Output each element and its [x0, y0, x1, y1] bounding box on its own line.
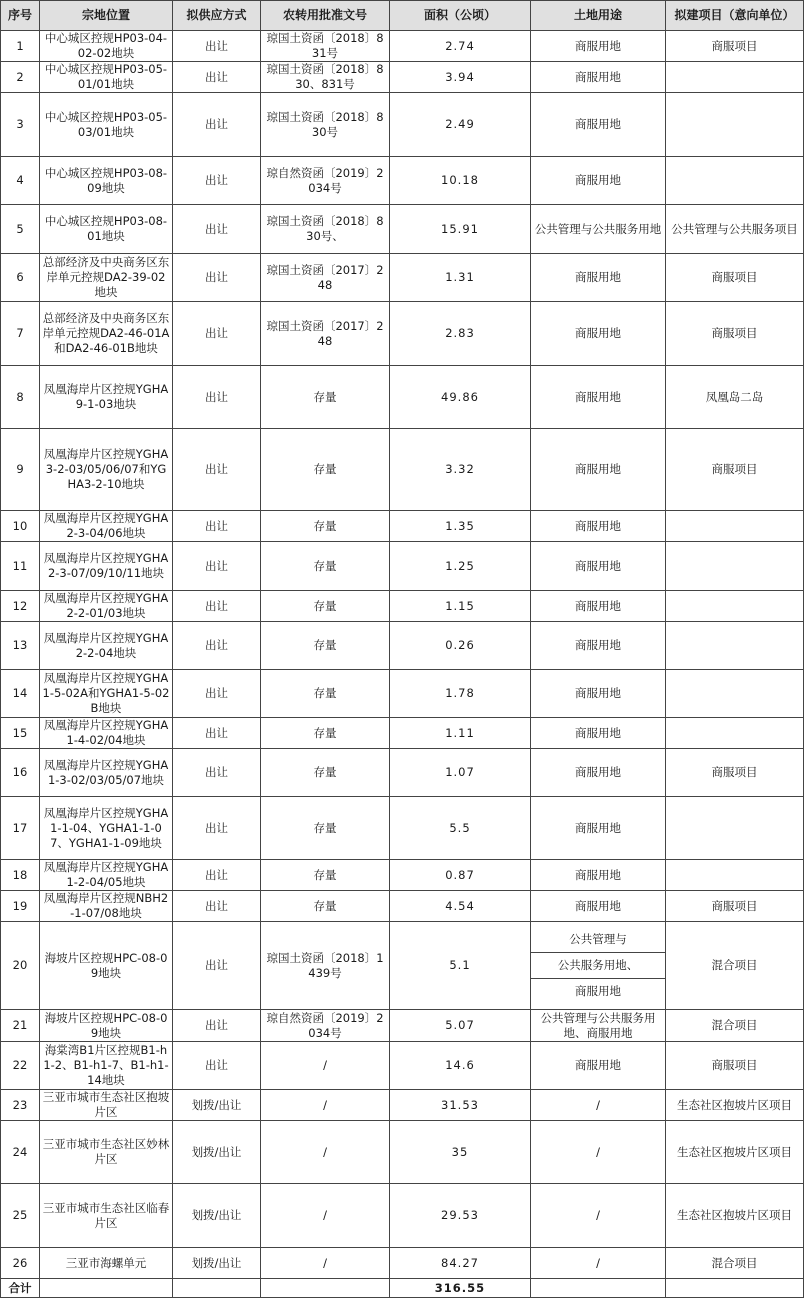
cell-location: 总部经济及中央商务区东岸单元控规DA2-39-02地块: [40, 254, 173, 302]
total-row: [1, 1279, 804, 1298]
cell-approval: 琼自然资函〔2019〕2034号: [261, 157, 390, 205]
table-row: [1, 254, 804, 302]
cell-area: 1.78: [390, 670, 531, 718]
cell-no: 9: [1, 429, 40, 511]
cell-no: 25: [1, 1184, 40, 1248]
cell-use: 公共管理与公共服务用地、商服用地: [531, 1010, 666, 1042]
cell-project: 公共管理与公共服务项目: [666, 205, 804, 254]
table-row: [1, 1010, 804, 1042]
cell-supply: 出让: [173, 366, 261, 429]
cell-project: 凤凰岛二岛: [666, 366, 804, 429]
cell-use: [531, 922, 666, 1010]
header-row: [1, 1, 804, 31]
cell-supply: 出让: [173, 749, 261, 797]
cell-use: /: [531, 1248, 666, 1279]
cell-area: 5.07: [390, 1010, 531, 1042]
cell-project: [666, 542, 804, 591]
table-body: [1, 31, 804, 1279]
cell-location: 凤凰海岸片区控规NBH2-1-07/08地块: [40, 891, 173, 922]
table-row: [1, 891, 804, 922]
cell-supply: 出让: [173, 860, 261, 891]
table-row: [1, 797, 804, 860]
cell-approval: 琼自然资函〔2019〕2034号: [261, 1010, 390, 1042]
cell-no: 18: [1, 860, 40, 891]
table-row: [1, 429, 804, 511]
table-row: [1, 749, 804, 797]
cell-approval: 存量: [261, 797, 390, 860]
cell-project: 混合项目: [666, 1248, 804, 1279]
cell-project: 商服项目: [666, 31, 804, 62]
cell-use: /: [531, 1090, 666, 1121]
table-row: [1, 366, 804, 429]
table-row: [1, 157, 804, 205]
table-row: [1, 1042, 804, 1090]
cell-supply: 出让: [173, 591, 261, 622]
cell-approval: 存量: [261, 891, 390, 922]
cell-area: 15.91: [390, 205, 531, 254]
table-row: [1, 205, 804, 254]
cell-approval: 存量: [261, 749, 390, 797]
table-row: [1, 542, 804, 591]
cell-area: 3.94: [390, 62, 531, 93]
cell-approval: 存量: [261, 591, 390, 622]
total-empty-cell: [40, 1279, 173, 1298]
cell-project: [666, 157, 804, 205]
cell-use: 商服用地: [531, 429, 666, 511]
cell-use: 商服用地: [531, 31, 666, 62]
cell-no: 4: [1, 157, 40, 205]
cell-area: 1.11: [390, 718, 531, 749]
cell-approval: 存量: [261, 860, 390, 891]
total-empty-cell: [173, 1279, 261, 1298]
cell-supply: 出让: [173, 797, 261, 860]
cell-use: 商服用地: [531, 797, 666, 860]
table-row: [1, 31, 804, 62]
cell-no: 15: [1, 718, 40, 749]
cell-no: 14: [1, 670, 40, 718]
cell-use: 商服用地: [531, 157, 666, 205]
cell-project: [666, 670, 804, 718]
header-supply: 拟供应方式: [173, 1, 261, 31]
cell-no: 21: [1, 1010, 40, 1042]
cell-project: 生态社区抱坡片区项目: [666, 1184, 804, 1248]
cell-project: 混合项目: [666, 1010, 804, 1042]
cell-area: 1.35: [390, 511, 531, 542]
header-no: 序号: [1, 1, 40, 31]
cell-no: 13: [1, 622, 40, 670]
cell-no: 10: [1, 511, 40, 542]
cell-approval: 存量: [261, 670, 390, 718]
cell-use: 商服用地: [531, 366, 666, 429]
table-row: [1, 670, 804, 718]
cell-supply: 出让: [173, 205, 261, 254]
cell-use: 商服用地: [531, 591, 666, 622]
cell-location: 中心城区控规HP03-05-03/01地块: [40, 93, 173, 157]
cell-project: 商服项目: [666, 749, 804, 797]
header-project: 拟建项目（意向单位）: [666, 1, 804, 31]
cell-area: 29.53: [390, 1184, 531, 1248]
cell-location: 凤凰海岸片区控规YGHA2-3-04/06地块: [40, 511, 173, 542]
cell-supply: 出让: [173, 891, 261, 922]
cell-area: 0.87: [390, 860, 531, 891]
header-approval: 农转用批准文号: [261, 1, 390, 31]
cell-supply: 出让: [173, 542, 261, 591]
cell-area: 31.53: [390, 1090, 531, 1121]
cell-area: 1.07: [390, 749, 531, 797]
cell-location: 凤凰海岸片区控规YGHA3-2-03/05/06/07和YGHA3-2-10地块: [40, 429, 173, 511]
cell-location: 海坡片区控规HPC-08-09地块: [40, 922, 173, 1010]
cell-area: 1.15: [390, 591, 531, 622]
cell-supply: 出让: [173, 922, 261, 1010]
cell-use: 公共管理与公共服务用地: [531, 205, 666, 254]
cell-area: 0.26: [390, 622, 531, 670]
cell-location: 三亚市城市生态社区临春片区: [40, 1184, 173, 1248]
cell-supply: 出让: [173, 62, 261, 93]
cell-supply: 出让: [173, 622, 261, 670]
cell-area: 5.5: [390, 797, 531, 860]
total-empty-cell: [261, 1279, 390, 1298]
total-area: 316.55: [390, 1279, 531, 1298]
cell-supply: 出让: [173, 670, 261, 718]
cell-approval: 琼国土资函〔2018〕830、831号: [261, 62, 390, 93]
cell-no: 3: [1, 93, 40, 157]
cell-use: 商服用地: [531, 1042, 666, 1090]
cell-supply: 出让: [173, 254, 261, 302]
cell-approval: /: [261, 1121, 390, 1184]
table-row: [1, 62, 804, 93]
cell-approval: 琼国土资函〔2018〕831号: [261, 31, 390, 62]
use-line: 公共服务用地、: [531, 952, 665, 979]
cell-project: [666, 622, 804, 670]
cell-use: /: [531, 1121, 666, 1184]
cell-location: 中心城区控规HP03-08-01地块: [40, 205, 173, 254]
table-row: [1, 1248, 804, 1279]
cell-project: 商服项目: [666, 429, 804, 511]
cell-area: 2.49: [390, 93, 531, 157]
cell-location: 海棠湾B1片区控规B1-h1-2、B1-h1-7、B1-h1-14地块: [40, 1042, 173, 1090]
cell-no: 23: [1, 1090, 40, 1121]
table-row: [1, 591, 804, 622]
cell-approval: 琼国土资函〔2018〕830号: [261, 93, 390, 157]
cell-use: 商服用地: [531, 718, 666, 749]
cell-area: 2.83: [390, 302, 531, 366]
cell-project: [666, 591, 804, 622]
cell-project: 生态社区抱坡片区项目: [666, 1121, 804, 1184]
cell-use: /: [531, 1184, 666, 1248]
cell-approval: 琼国土资函〔2018〕1439号: [261, 922, 390, 1010]
cell-no: 12: [1, 591, 40, 622]
cell-no: 16: [1, 749, 40, 797]
cell-no: 6: [1, 254, 40, 302]
cell-area: 49.86: [390, 366, 531, 429]
cell-supply: 出让: [173, 157, 261, 205]
cell-no: 22: [1, 1042, 40, 1090]
cell-location: 凤凰海岸片区控规YGHA2-2-01/03地块: [40, 591, 173, 622]
cell-no: 26: [1, 1248, 40, 1279]
cell-area: 5.1: [390, 922, 531, 1010]
cell-location: 凤凰海岸片区控规YGHA1-2-04/05地块: [40, 860, 173, 891]
cell-project: [666, 797, 804, 860]
total-empty-cell: [666, 1279, 804, 1298]
cell-project: [666, 860, 804, 891]
cell-supply: 出让: [173, 718, 261, 749]
cell-location: 海坡片区控规HPC-08-09地块: [40, 1010, 173, 1042]
cell-no: 5: [1, 205, 40, 254]
cell-project: [666, 62, 804, 93]
cell-use: 商服用地: [531, 511, 666, 542]
table-row: [1, 718, 804, 749]
cell-use: 商服用地: [531, 254, 666, 302]
cell-no: 2: [1, 62, 40, 93]
cell-area: 84.27: [390, 1248, 531, 1279]
use-line: 商服用地: [575, 984, 621, 998]
table-row: [1, 622, 804, 670]
cell-use: 商服用地: [531, 860, 666, 891]
use-line: 公共管理与: [569, 932, 627, 946]
cell-location: 凤凰海岸片区控规YGHA1-4-02/04地块: [40, 718, 173, 749]
cell-approval: 存量: [261, 542, 390, 591]
cell-approval: 琼国土资函〔2017〕248: [261, 254, 390, 302]
cell-project: 混合项目: [666, 922, 804, 1010]
cell-location: 凤凰海岸片区控规YGHA9-1-03地块: [40, 366, 173, 429]
cell-approval: 存量: [261, 429, 390, 511]
cell-no: 11: [1, 542, 40, 591]
header-use: 土地用途: [531, 1, 666, 31]
cell-area: 14.6: [390, 1042, 531, 1090]
cell-use: 商服用地: [531, 62, 666, 93]
total-label: 合计: [1, 1279, 40, 1298]
cell-location: 中心城区控规HP03-08-09地块: [40, 157, 173, 205]
cell-supply: 划拨/出让: [173, 1184, 261, 1248]
cell-supply: 出让: [173, 302, 261, 366]
cell-supply: 出让: [173, 1010, 261, 1042]
cell-approval: 琼国土资函〔2018〕830号、: [261, 205, 390, 254]
cell-supply: 出让: [173, 1042, 261, 1090]
cell-project: 生态社区抱坡片区项目: [666, 1090, 804, 1121]
cell-project: 商服项目: [666, 891, 804, 922]
cell-no: 24: [1, 1121, 40, 1184]
cell-supply: 出让: [173, 31, 261, 62]
cell-supply: 划拨/出让: [173, 1090, 261, 1121]
cell-location: 中心城区控规HP03-04-02-02地块: [40, 31, 173, 62]
cell-approval: /: [261, 1248, 390, 1279]
table-row: [1, 1121, 804, 1184]
cell-approval: 存量: [261, 718, 390, 749]
cell-approval: /: [261, 1042, 390, 1090]
cell-location: 中心城区控规HP03-05-01/01地块: [40, 62, 173, 93]
cell-approval: /: [261, 1184, 390, 1248]
cell-project: 商服项目: [666, 254, 804, 302]
cell-project: [666, 718, 804, 749]
cell-area: 3.32: [390, 429, 531, 511]
cell-location: 三亚市城市生态社区妙林片区: [40, 1121, 173, 1184]
cell-area: 4.54: [390, 891, 531, 922]
cell-use: 商服用地: [531, 891, 666, 922]
cell-supply: 出让: [173, 511, 261, 542]
table-row: [1, 511, 804, 542]
cell-location: 凤凰海岸片区控规YGHA1-1-04、YGHA1-1-07、YGHA1-1-09地块: [40, 797, 173, 860]
table-row: [1, 860, 804, 891]
cell-location: 凤凰海岸片区控规YGHA1-3-02/03/05/07地块: [40, 749, 173, 797]
cell-use: 商服用地: [531, 670, 666, 718]
header-location: 宗地位置: [40, 1, 173, 31]
cell-approval: 存量: [261, 366, 390, 429]
cell-project: [666, 511, 804, 542]
cell-supply: 出让: [173, 429, 261, 511]
cell-project: 商服项目: [666, 302, 804, 366]
cell-no: 1: [1, 31, 40, 62]
cell-location: 三亚市海螺单元: [40, 1248, 173, 1279]
cell-no: 7: [1, 302, 40, 366]
cell-location: 三亚市城市生态社区抱坡片区: [40, 1090, 173, 1121]
cell-use: 商服用地: [531, 749, 666, 797]
cell-location: 凤凰海岸片区控规YGHA2-3-07/09/10/11地块: [40, 542, 173, 591]
cell-supply: 划拨/出让: [173, 1248, 261, 1279]
cell-location: 总部经济及中央商务区东岸单元控规DA2-46-01A和DA2-46-01B地块: [40, 302, 173, 366]
cell-location: 凤凰海岸片区控规YGHA1-5-02A和YGHA1-5-02B地块: [40, 670, 173, 718]
cell-area: 1.31: [390, 254, 531, 302]
cell-use: 商服用地: [531, 542, 666, 591]
cell-supply: 出让: [173, 93, 261, 157]
table-row: [1, 1090, 804, 1121]
cell-area: 1.25: [390, 542, 531, 591]
table-row: [1, 302, 804, 366]
cell-approval: 琼国土资函〔2017〕248: [261, 302, 390, 366]
cell-area: 35: [390, 1121, 531, 1184]
cell-use: 商服用地: [531, 302, 666, 366]
cell-area: 10.18: [390, 157, 531, 205]
cell-no: 8: [1, 366, 40, 429]
cell-use: 商服用地: [531, 622, 666, 670]
cell-location: 凤凰海岸片区控规YGHA2-2-04地块: [40, 622, 173, 670]
table-row: [1, 922, 804, 1010]
cell-project: [666, 93, 804, 157]
cell-approval: 存量: [261, 511, 390, 542]
total-empty-cell: [531, 1279, 666, 1298]
cell-project: 商服项目: [666, 1042, 804, 1090]
header-area: 面积（公顷）: [390, 1, 531, 31]
cell-area: 2.74: [390, 31, 531, 62]
cell-approval: 存量: [261, 622, 390, 670]
cell-no: 19: [1, 891, 40, 922]
table-row: [1, 1184, 804, 1248]
table-row: [1, 93, 804, 157]
cell-approval: /: [261, 1090, 390, 1121]
cell-use: 商服用地: [531, 93, 666, 157]
cell-supply: 划拨/出让: [173, 1121, 261, 1184]
cell-no: 17: [1, 797, 40, 860]
cell-no: 20: [1, 922, 40, 1010]
